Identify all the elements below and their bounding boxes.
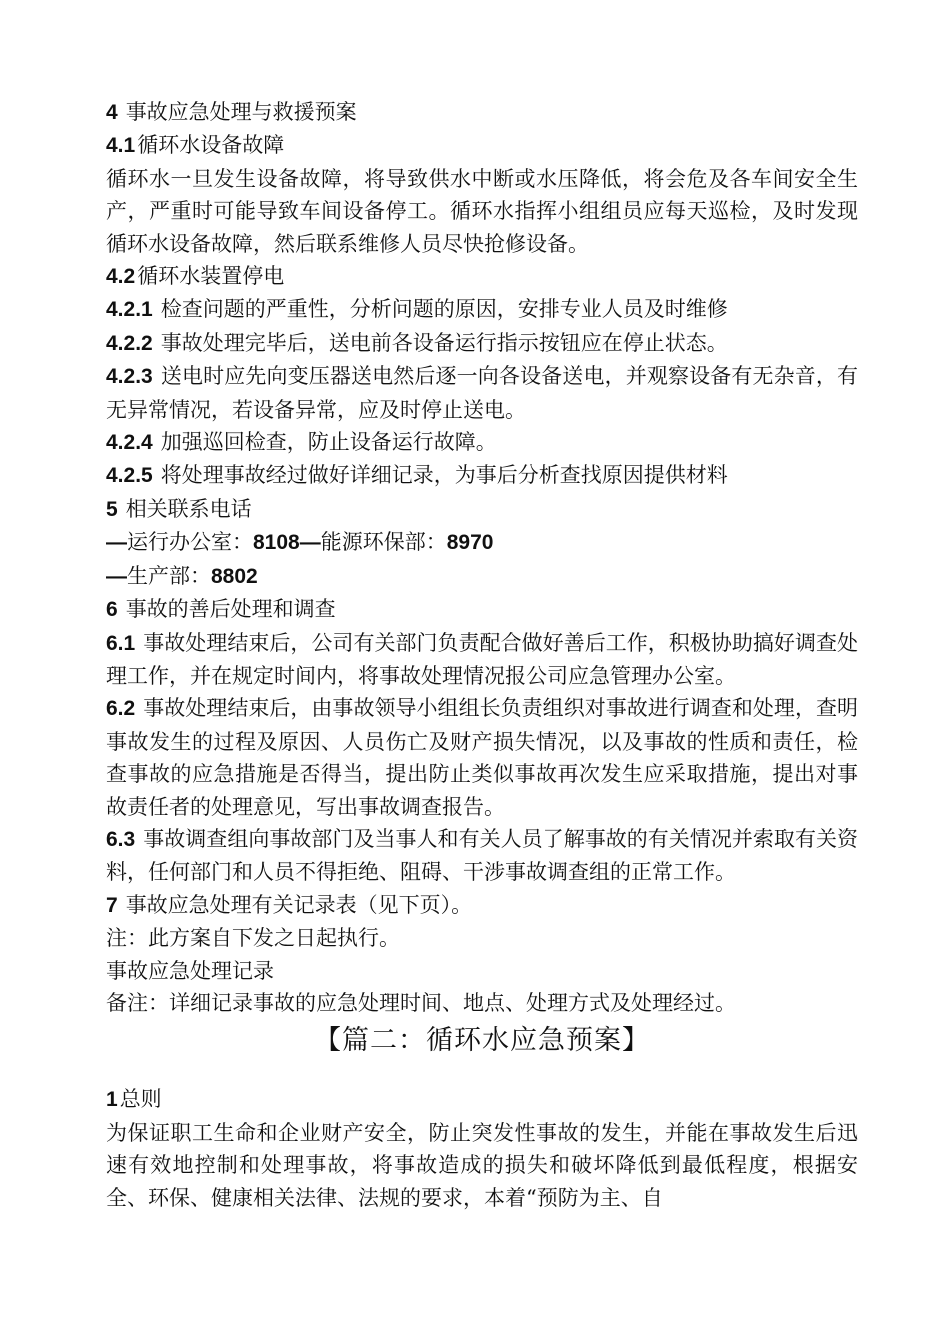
item-4-2-4: 4.2.4 加强巡回检查，防止设备运行故障。	[106, 430, 497, 455]
heading-section-4: 4 事故应急处理与救援预案	[106, 100, 357, 124]
heading-section-4-1: 4.1循环水设备故障	[106, 133, 285, 158]
document-page	[106, 96, 858, 1214]
item-4-2-5: 4.2.5 将处理事故经过做好详细记录，为事后分析查找原因提供材料	[106, 463, 728, 488]
record-title: 事故应急处理记录	[106, 958, 274, 983]
heading-section-6: 6 事故的善后处理和调查	[106, 597, 336, 622]
phone-line-1: —运行办公室：8108—能源环保部：8970	[106, 530, 494, 555]
heading-general-principles: 1总则	[106, 1087, 162, 1112]
item-4-2-1: 4.2.1 检查问题的严重性，分析问题的原因，安排专业人员及时维修	[106, 297, 728, 322]
heading-section-7: 7 事故应急处理有关记录表（见下页）。	[106, 892, 473, 917]
phone-line-2: —生产部：8802	[106, 563, 258, 588]
item-4-2-3: 4.2.3 送电时应先向变压器送电然后逐一向各设备送电，并观察设备有无杂音，有无异常情况，若设备异常，应及时停止送电。	[106, 364, 858, 422]
note-line: 注：此方案自下发之日起执行。	[106, 926, 400, 951]
part2-title: 【篇二：循环水应急预案】	[314, 1025, 650, 1057]
paragraph-4-1: 循环水一旦发生设备故障，将导致供水中断或水压降低，将会危及各车间安全生产，严重时可能导致车间设备停工。循环水指挥小组组员应每天巡检，及时发现循环水设备故障，然后联系维修人员尽快抢修设备。	[106, 166, 858, 256]
paragraph-general-principles: 为保证职工生命和企业财产安全，防止突发性事故的发生，并能在事故发生后迅速有效地控制和处理事故，将事故造成的损失和破坏降低到最低程度，根据安全、环保、健康相关法律、法规的要求，本着“预防为主、自	[106, 1120, 858, 1210]
item-6-1: 6.1 事故处理结束后，公司有关部门负责配合做好善后工作，积极协助搞好调查处理工作，并在规定时间内，将事故处理情况报公司应急管理办公室。	[106, 630, 858, 688]
item-6-2: 6.2 事故处理结束后，由事故领导小组组长负责组织对事故进行调查和处理，查明事故发生的过程及原因、人员伤亡及财产损失情况，以及事故的性质和责任，检查事故的应急措施是否得当，提出防止类似事故再次发生应采取措施，提出对事故责任者的处理意见，写出事故调查报告。	[106, 696, 858, 819]
heading-section-5: 5 相关联系电话	[106, 496, 252, 521]
item-4-2-2: 4.2.2 事故处理完毕后，送电前各设备运行指示按钮应在停止状态。	[106, 330, 728, 355]
remark-line: 备注：详细记录事故的应急处理时间、地点、处理方式及处理经过。	[106, 990, 736, 1015]
heading-section-4-2: 4.2循环水装置停电	[106, 264, 285, 289]
item-6-3: 6.3 事故调查组向事故部门及当事人和有关人员了解事故的有关情况并索取有关资料，任何部门和人员不得拒绝、阻碍、干涉事故调查组的正常工作。	[106, 826, 858, 885]
